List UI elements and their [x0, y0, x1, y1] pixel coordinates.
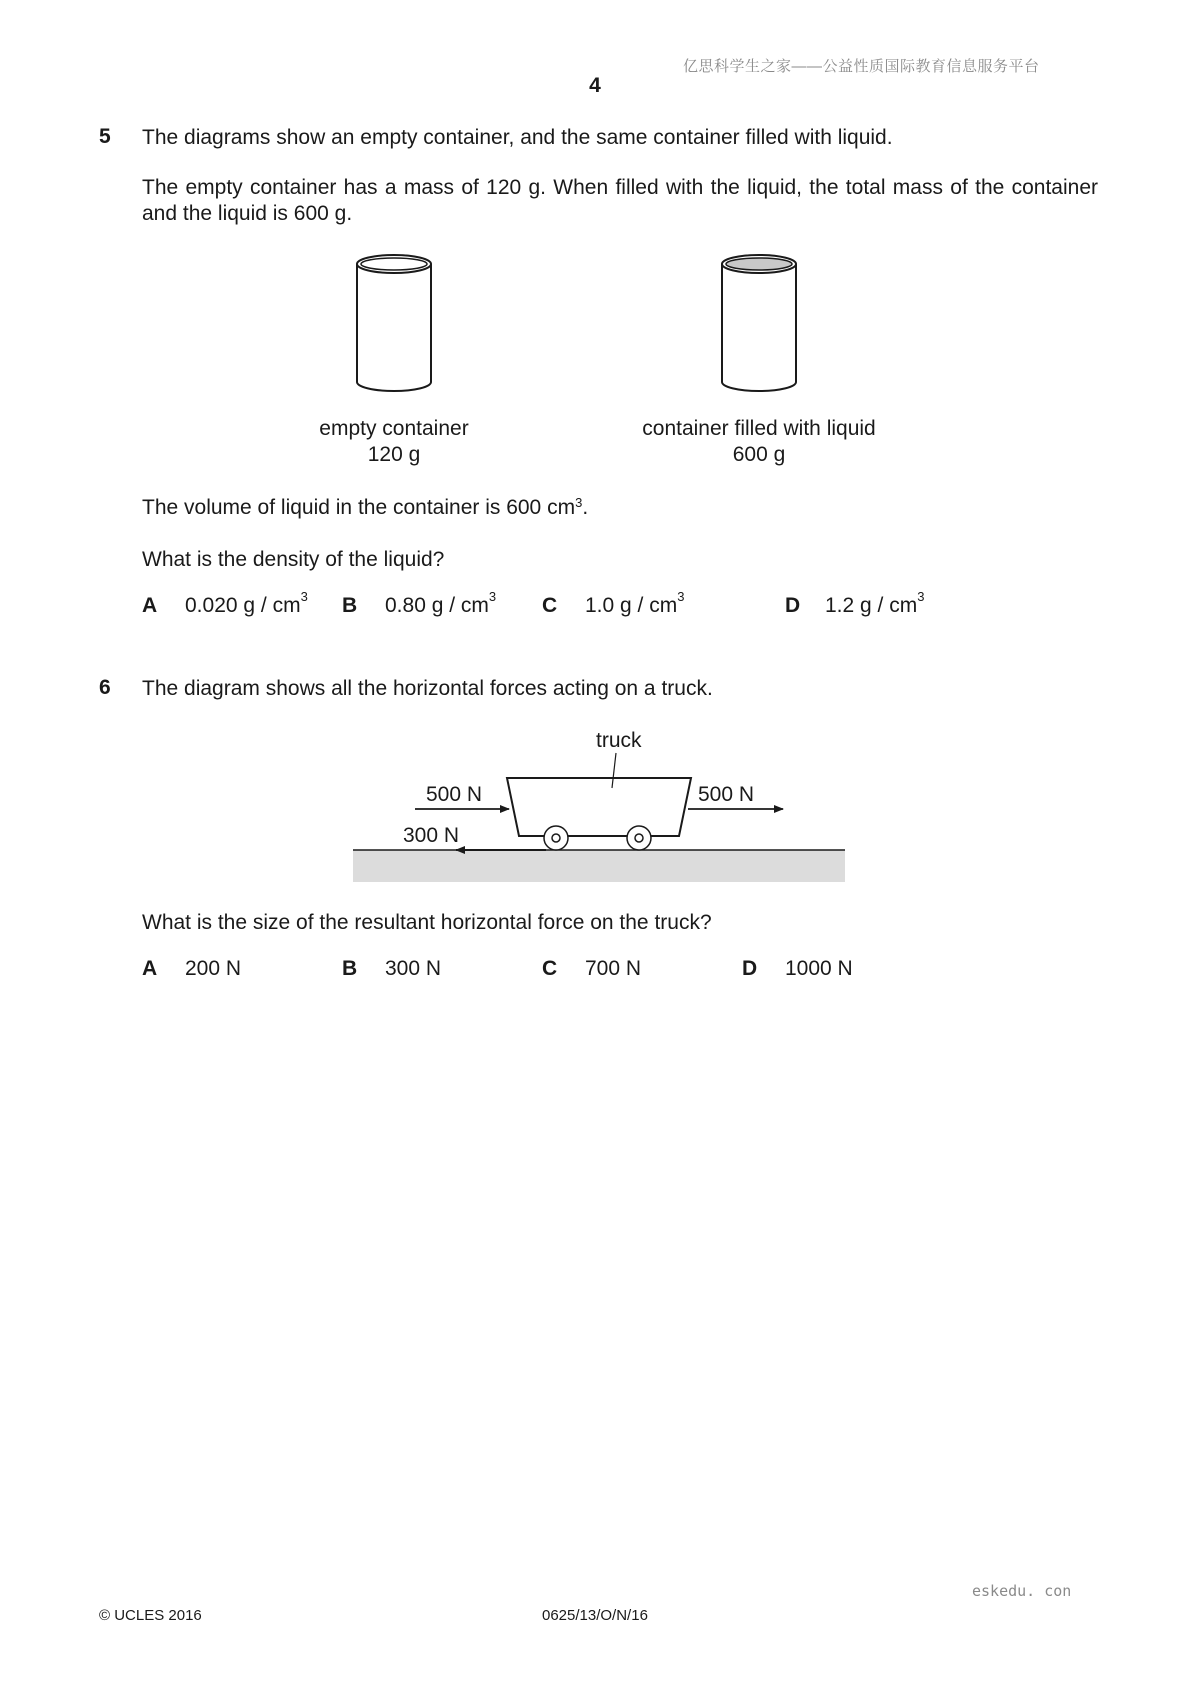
empty-container-drawing	[357, 255, 431, 391]
force-300n-label: 300 N	[403, 824, 460, 847]
question-5-question: What is the density of the liquid?	[142, 548, 445, 571]
q5-option-c-value: 1.0 g / $cm^3$	[585, 589, 685, 617]
q5-option-b-letter[interactable]: B	[342, 594, 358, 617]
q6-option-c-letter[interactable]: C	[542, 957, 558, 980]
q6-option-d-letter[interactable]: D	[742, 957, 758, 980]
q6-option-c-value: 700 N	[585, 957, 642, 980]
q6-option-a-letter[interactable]: A	[142, 957, 158, 980]
question-6-question: What is the size of the resultant horizontal force on the truck?	[142, 911, 712, 934]
empty-container-label: empty container	[319, 417, 469, 440]
question-5-volume: The volume of liquid in the container is 600 $cm^3$.	[142, 495, 589, 519]
question-5-intro: The diagrams show an empty container, and the same container filled with liquid.	[142, 126, 893, 149]
filled-container-label: container filled with liquid	[642, 417, 876, 440]
q5-option-c-letter[interactable]: C	[542, 594, 558, 617]
q6-option-b-letter[interactable]: B	[342, 957, 358, 980]
truck-body	[507, 778, 691, 836]
q5-option-d-value: 1.2 g / $cm^3$	[825, 589, 925, 617]
page-number: 4	[589, 74, 601, 97]
truck-wheels	[544, 826, 651, 850]
q5-option-a-value: 0.020 g / $cm^3$	[185, 589, 308, 617]
force-right-500n-label: 500 N	[698, 783, 755, 806]
q6-option-b-value: 300 N	[385, 957, 442, 980]
footer-copyright: © UCLES 2016	[99, 1607, 202, 1624]
q6-option-a-value: 200 N	[185, 957, 242, 980]
question-6-intro: The diagram shows all the horizontal forces acting on a truck.	[142, 677, 713, 700]
header-watermark: 亿思科学生之家——公益性质国际教育信息服务平台	[683, 58, 1040, 75]
q5-option-d-letter[interactable]: D	[785, 594, 801, 617]
question-6-number: 6	[99, 676, 111, 699]
ground	[353, 850, 845, 882]
question-5-mass-info: The empty container has a mass of 120 g. When filled with the liquid, the total mass of the container and the liquid is 600 g.	[142, 176, 1098, 225]
question-5-number: 5	[99, 125, 111, 148]
q5-option-b-value: 0.80 g / $cm^3$	[385, 589, 497, 617]
empty-container-mass: 120 g	[367, 443, 421, 466]
filled-container-mass: 600 g	[732, 443, 786, 466]
force-left-500n-label: 500 N	[426, 783, 483, 806]
filled-container-drawing	[722, 255, 796, 391]
footer-paper-code: 0625/13/O/N/16	[542, 1607, 648, 1624]
footer-watermark: eskedu. con	[972, 1582, 1072, 1600]
truck-label: truck	[596, 729, 642, 752]
q6-option-d-value: 1000 N	[785, 957, 853, 980]
truck-label-pointer	[612, 753, 616, 788]
q5-option-a-letter[interactable]: A	[142, 594, 158, 617]
